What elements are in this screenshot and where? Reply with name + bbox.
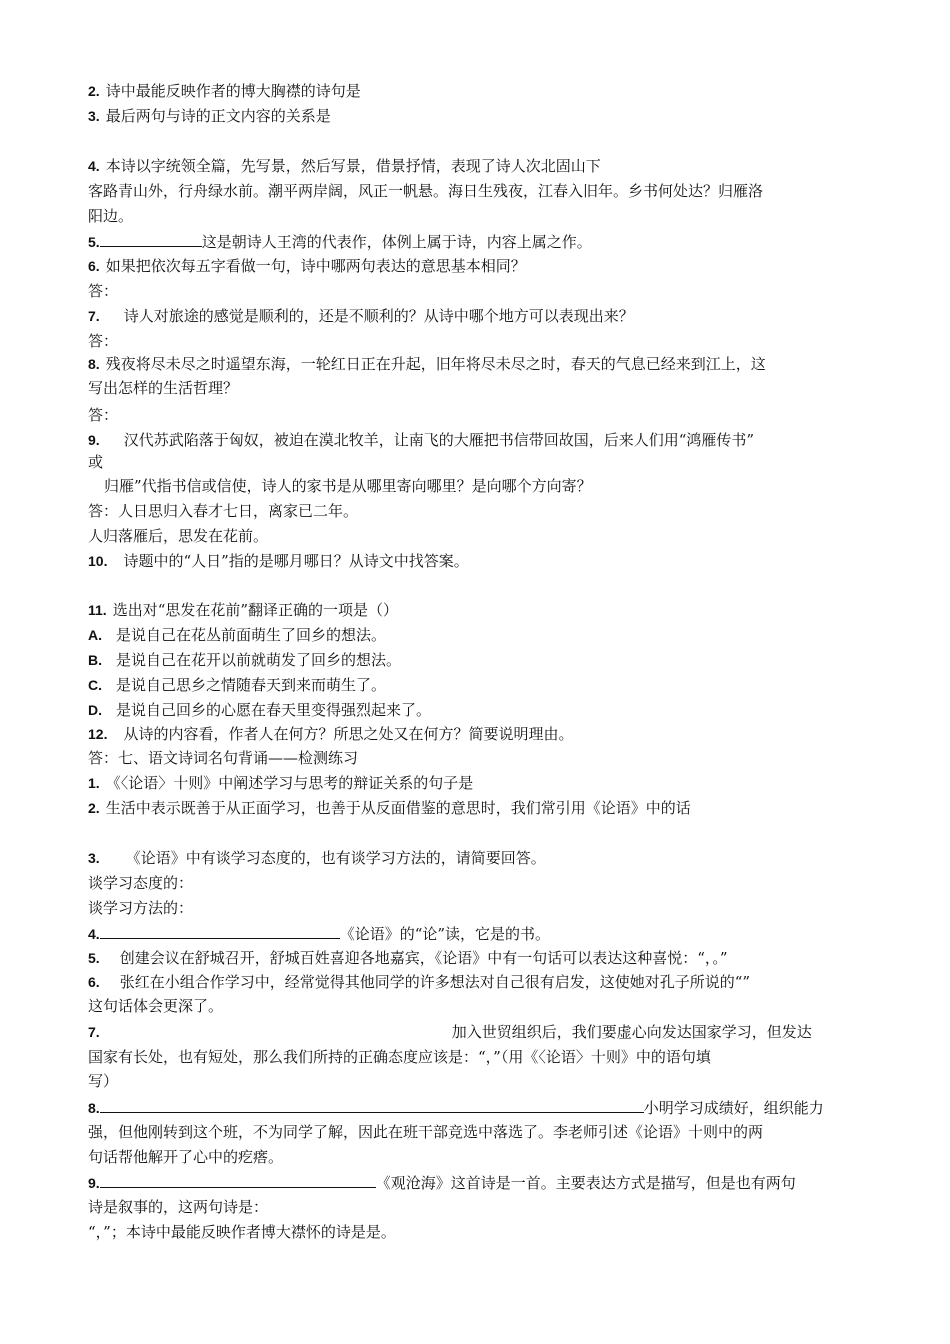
question-line [88, 306, 634, 326]
question-line [88, 948, 728, 968]
question-number: 7. [88, 308, 100, 324]
question-text: 诗题中的“人日”指的是哪月哪日？从诗文中找答案。 [123, 552, 469, 570]
option-d [88, 700, 431, 720]
question-line [88, 798, 691, 818]
answer-label: 谈学习方法的： [88, 899, 194, 917]
poem-line [88, 526, 268, 546]
question-number: 1. [88, 775, 100, 791]
question-number: 6. [88, 258, 100, 274]
question-line [88, 256, 526, 276]
option-letter: A. [88, 627, 102, 643]
section-heading [88, 748, 358, 768]
answer-line [88, 331, 118, 351]
question-number: 2. [88, 83, 100, 99]
question-line [88, 773, 473, 793]
question-continuation [88, 996, 223, 1016]
question-text: 强，但他刚转到这个班，不为同学了解，因此在班干部竞选中落选了。李老师引述《论语》十则中的两 [88, 1123, 764, 1141]
question-number: 5. [88, 234, 100, 250]
question-text: 汉代苏武陷落于匈奴，被迫在漠北牧羊，让南飞的大雁把书信带回故国，后来人们用“鸿雁传书” [123, 431, 755, 449]
question-text: 残夜将尽未尽之时遥望东海，一轮红日正在升起，旧年将尽未尽之时，春天的气息已经来到江上，这 [105, 355, 766, 373]
question-text: 如果把依次每五字看做一句，诗中哪两句表达的意思基本相同？ [105, 257, 526, 275]
question-text: 诗中最能反映作者的博大胸襟的诗句是 [105, 82, 361, 100]
poem-text: 客路青山外，行舟绿水前。潮平两岸阔，风正一帆悬。海日生残夜，江春入旧年。乡书何处达？归雁洛 [88, 182, 764, 200]
question-number: 9. [88, 432, 100, 448]
answer-blank [100, 1172, 376, 1188]
question-continuation [88, 452, 103, 472]
question-number: 9. [88, 1175, 100, 1191]
question-text: 《论语》的“论”读，它是的书。 [339, 925, 551, 943]
question-continuation [88, 1122, 763, 1142]
poem-text: 人归落雁后，思发在花前。 [88, 527, 269, 545]
question-text: 最后两句与诗的正文内容的关系是 [105, 107, 331, 125]
question-number: 4. [88, 158, 100, 174]
question-number: 10. [88, 553, 108, 569]
question-line [88, 231, 592, 252]
question-text: 本诗以字统领全篇，先写景，然后写景，借景抒情，表现了诗人次北固山下 [105, 157, 601, 175]
question-line [88, 551, 469, 571]
question-number: 5. [88, 950, 100, 966]
question-text: 创建会议在舒城召开，舒城百姓喜迎各地嘉宾，《论语》中有一句话可以表达这种喜悦：“，。” [119, 949, 728, 967]
option-letter: C. [88, 677, 102, 693]
question-text: 生活中表示既善于从正面学习，也善于从反面借鉴的意思时，我们常引用《论语》中的话 [105, 799, 691, 817]
answer-text: 答：人日思归入春才七日，离家已二年。 [88, 502, 359, 520]
question-line [88, 848, 546, 868]
question-continuation [88, 378, 238, 398]
question-continuation [88, 1197, 268, 1217]
question-line [88, 1022, 812, 1042]
question-line [88, 1097, 824, 1118]
question-text: 从诗的内容看，作者人在何方？所思之处又在何方？简要说明理由。 [123, 725, 574, 743]
question-text: 句话帮他解开了心中的疙瘩。 [88, 1148, 284, 1166]
question-number: 6. [88, 974, 100, 990]
answer-blank [100, 231, 202, 247]
question-text: 国家有长处，也有短处，那么我们所持的正确态度应该是：“，”（用《〈论语〉十则》中的语句填 [88, 1048, 711, 1066]
question-line [88, 430, 754, 450]
answer-label: 答： [88, 332, 119, 350]
poem-line [88, 181, 763, 201]
question-number: 3. [88, 850, 100, 866]
section-heading-text: 答：七、语文诗词名句背诵——检测练习 [88, 749, 359, 767]
question-text: “，”；本诗中最能反映作者博大襟怀的诗是是。 [88, 1223, 396, 1241]
question-number: 11. [88, 602, 107, 618]
question-text: 写出怎样的生活哲理？ [88, 379, 239, 397]
option-text: 是说自己思乡之情随春天到来而萌生了。 [116, 676, 387, 694]
question-text: 诗人对旅途的感觉是顺利的，还是不顺利的？从诗中哪个地方可以表现出来？ [123, 307, 634, 325]
question-continuation [88, 1047, 711, 1067]
option-b [88, 650, 401, 670]
option-c [88, 675, 386, 695]
question-line [88, 923, 550, 944]
question-continuation [104, 476, 592, 496]
question-line [88, 156, 601, 176]
option-letter: D. [88, 702, 102, 718]
question-number: 8. [88, 356, 100, 372]
question-continuation [88, 1071, 118, 1091]
question-text: 选出对“思发在花前”翻译正确的一项是（） [112, 601, 399, 619]
question-line [88, 81, 361, 101]
question-line [88, 1172, 796, 1193]
question-number: 3. [88, 108, 100, 124]
question-continuation [88, 1147, 283, 1167]
question-text: 《论语》中有谈学习态度的，也有谈学习方法的，请简要回答。 [125, 849, 546, 867]
question-text: 或 [88, 453, 104, 471]
option-letter: B. [88, 652, 102, 668]
question-number: 2. [88, 800, 100, 816]
answer-line [88, 281, 118, 301]
answer-line [88, 501, 358, 521]
question-text: 写） [88, 1072, 119, 1090]
question-line [88, 354, 766, 374]
question-line [88, 972, 750, 992]
answer-line [88, 405, 118, 425]
answer-line [88, 898, 193, 918]
question-text: 这是朝诗人王湾的代表作，体例上属于诗，内容上属之作。 [201, 233, 592, 251]
question-line [88, 106, 331, 126]
option-text: 是说自己在花开以前就萌发了回乡的想法。 [116, 651, 402, 669]
question-text: 归雁”代指书信或信使，诗人的家书是从哪里寄向哪里？是向哪个方向寄？ [104, 477, 592, 495]
poem-text: 阳边。 [88, 207, 134, 225]
option-text: 是说自己在花丛前面萌生了回乡的想法。 [116, 626, 387, 644]
question-text: 小明学习成绩好，组织能力 [643, 1099, 824, 1117]
question-text: 《〈论语〉十则》中阐述学习与思考的辩证关系的句子是 [105, 774, 474, 792]
answer-label: 谈学习态度的： [88, 874, 194, 892]
answer-label: 答： [88, 406, 119, 424]
answer-blank [100, 1097, 644, 1113]
option-a [88, 625, 386, 645]
question-text: 诗是叙事的，这两句诗是： [88, 1198, 269, 1216]
poem-line [88, 206, 133, 226]
question-number: 8. [88, 1100, 100, 1116]
answer-label: 答： [88, 282, 119, 300]
question-line [88, 600, 398, 620]
question-text: 《观沧海》这首诗是一首。主要表达方式是描写，但是也有两句 [375, 1174, 796, 1192]
question-number: 4. [88, 926, 100, 942]
answer-line [88, 873, 193, 893]
question-text: 加入世贸组织后，我们要虚心向发达国家学习，但发达 [451, 1023, 812, 1041]
answer-blank [100, 923, 340, 939]
question-number: 7. [88, 1024, 100, 1040]
question-text: 这句话体会更深了。 [88, 997, 224, 1015]
question-line [88, 724, 573, 744]
question-continuation [88, 1222, 396, 1242]
question-number: 12. [88, 726, 108, 742]
option-text: 是说自己回乡的心愿在春天里变得强烈起来了。 [116, 701, 432, 719]
question-text: 张红在小组合作学习中，经常觉得其他同学的许多想法对自己很有启发，这使她对孔子所说的“” [119, 973, 751, 991]
